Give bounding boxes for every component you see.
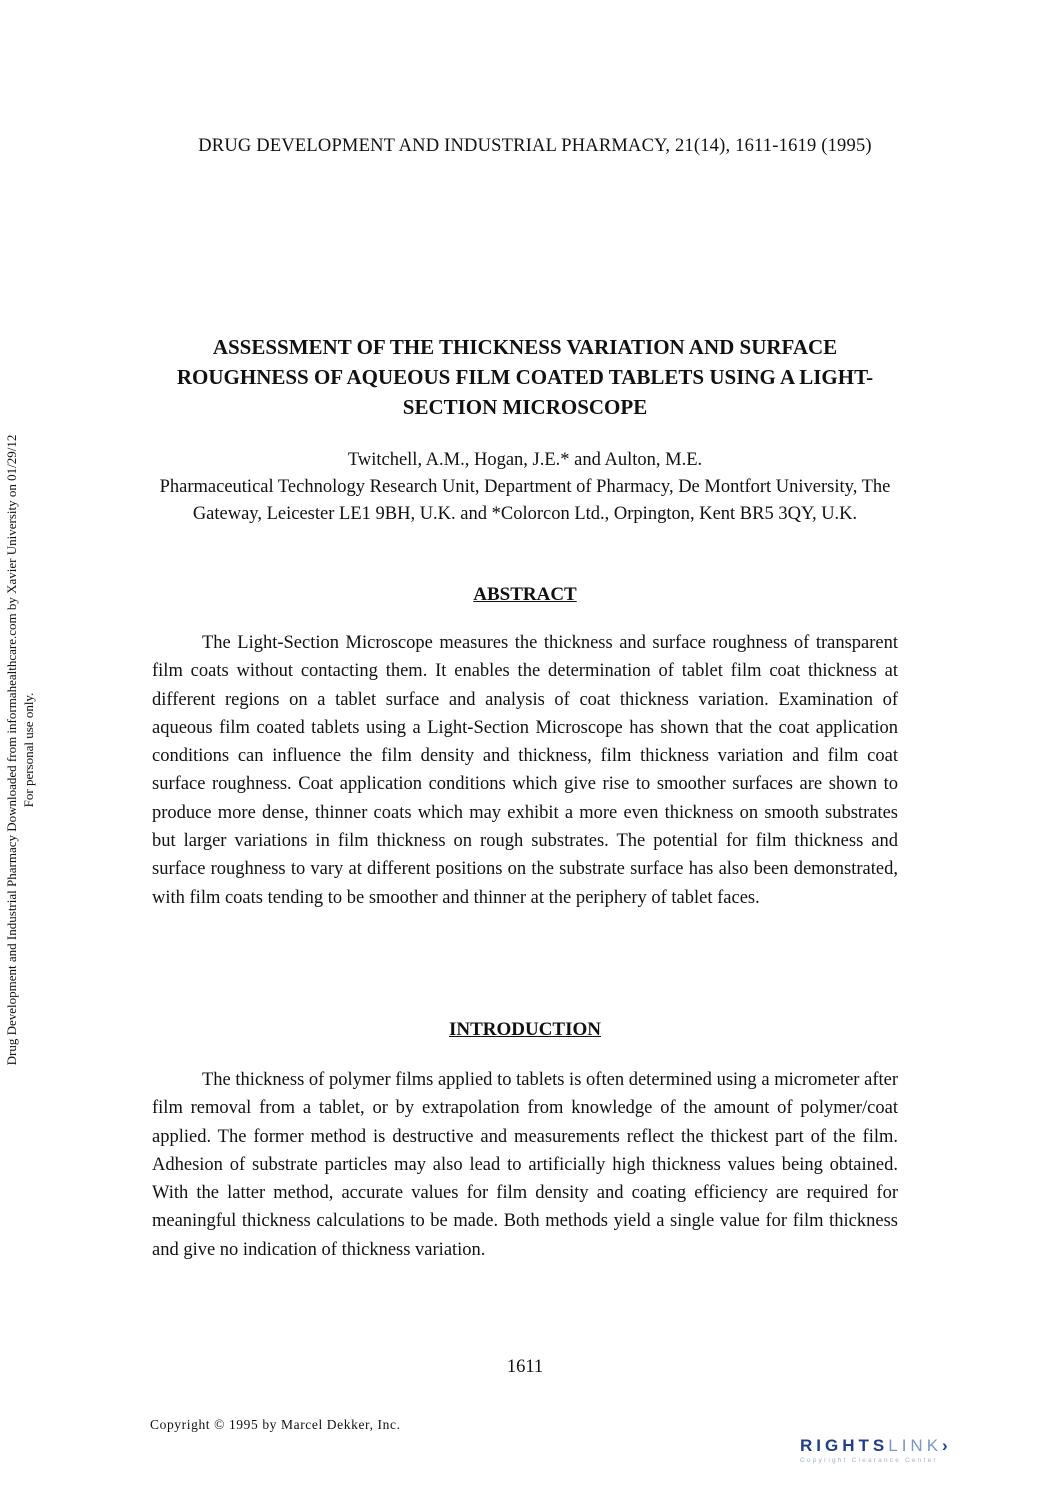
author-names: Twitchell, A.M., Hogan, J.E.* and Aulton, M.E. [347, 450, 703, 470]
author-affiliation: Pharmaceutical Technology Research Unit, Department of Pharmacy, De Montfort University, The Gateway, Leicester LE1 9BH, U.K. and *Colorcon Ltd., Orpington, Kent BR5 3QY, U.K. [159, 477, 891, 524]
rightslink-subtitle: Copyright Clearance Center [800, 1457, 938, 1464]
rightslink-logo[interactable] [800, 1436, 1035, 1476]
abstract-text: The Light-Section Microscope measures the thickness and surface roughness of transparent film coats without contacting them. It enables the determination of tablet film coat thickness at different regions on a tablet surface and analysis of coat thickness variation. Examination of aqueous film coated tablets using a Light-Section Microscope has shown that the coat application conditions can influence the film density and thickness, film thickness variation and film coat surface roughness. Coat application conditions which give rise to smoother surfaces are shown to produce more dense, thinner coats which may exhibit a more even thickness on smooth substrates but larger variations in film thickness on rough substrates. The potential for film thickness and surface roughness to vary at different positions on the substrate surface has also been demonstrated, with film coats tending to be smoother and thinner at the periphery of tablet faces. [152, 633, 898, 908]
page-number: 1611 [506, 1357, 544, 1377]
watermark-line-1: Drug Development and Industrial Pharmacy Downloaded from informahealthcare.com by Xavier University on 01/29/12 [4, 434, 19, 1066]
journal-header: DRUG DEVELOPMENT AND INDUSTRIAL PHARMACY, 21(14), 1611-1619 (1995) [198, 136, 872, 156]
copyright-notice: Copyright © 1995 by Marcel Dekker, Inc. [150, 1417, 401, 1432]
watermark-line-2: For personal use only. [21, 692, 36, 808]
introduction-heading: INTRODUCTION [448, 1019, 602, 1040]
paper-title: ASSESSMENT OF THE THICKNESS VARIATION AND SURFACE ROUGHNESS OF AQUEOUS FILM COATED TABLETS USING A LIGHT-SECTION MICROSCOPE [176, 335, 874, 419]
chevron-right-icon: › [942, 1436, 952, 1455]
introduction-text: The thickness of polymer films applied to tablets is often determined using a micrometer after film removal from a tablet, or by extrapolation from knowledge of the amount of polymer/coat applied. The former method is destructive and measurements reflect the thickest part of the film. Adhesion of substrate particles may also lead to artificially high thickness values being obtained. With the latter method, accurate values for film density and coating efficiency are required for meaningful thickness calculations to be made. Both methods yield a single value for film thickness and give no indication of thickness variation. [152, 1070, 898, 1260]
abstract-heading: ABSTRACT [473, 584, 577, 605]
rightslink-light-text: LINK [888, 1436, 943, 1455]
download-watermark [3, 345, 93, 1155]
author-block [150, 447, 900, 528]
rightslink-dark-text: RIGHTS [800, 1436, 889, 1455]
